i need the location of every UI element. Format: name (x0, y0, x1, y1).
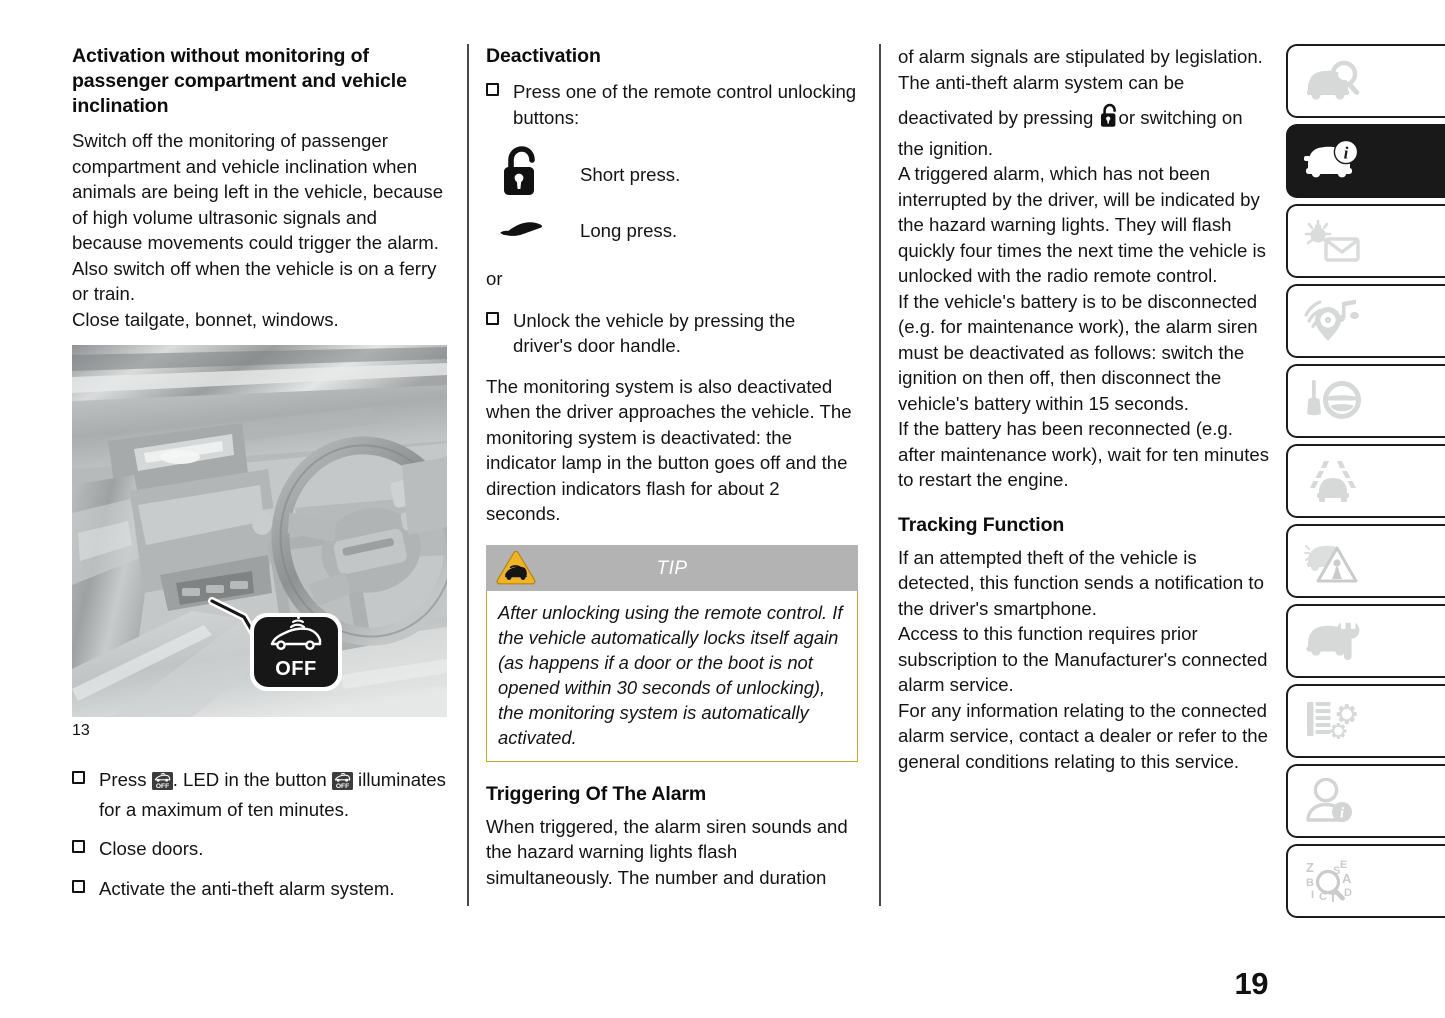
tab-maintenance[interactable] (1286, 604, 1445, 678)
page-number: 19 (1234, 966, 1268, 1001)
svg-text:D: D (1344, 887, 1352, 899)
right-paragraph-a: of alarm signals are stipulated by legislation. (898, 46, 1263, 67)
symbol-row-long-press (486, 208, 858, 264)
bullet-text: Unlock the vehicle by pressing the driver's door handle. (513, 309, 796, 356)
car-boot-icon (500, 216, 546, 249)
right-paragraph-b: The anti-theft alarm system can be (898, 71, 1185, 93)
tip-label: TIP (656, 557, 688, 579)
tab-media-navigation[interactable] (1286, 284, 1445, 358)
left-paragraph-2: Close tailgate, bonnet, windows. (72, 308, 339, 330)
car-maintenance-wrench-icon (1304, 615, 1364, 667)
middle-paragraph-2: When triggered, the alarm siren sounds and the hazard warning lights flash simultaneously. The number and duration (486, 815, 848, 888)
middle-column (486, 44, 858, 890)
svg-text:B: B (1306, 877, 1314, 889)
middle-bullet-1 (486, 79, 858, 130)
right-paragraph-f: If the battery has been reconnected (e.g. after maintenance work), wait for ten minutes to restart the engine. (898, 418, 1270, 490)
checkbox-bullet-icon (72, 880, 85, 893)
left-heading: Activation without monitoring of passenger compartment and vehicle inclination (72, 45, 407, 117)
svg-text:S: S (1333, 865, 1341, 877)
media-navigation-icon (1304, 295, 1364, 347)
lane-keeping-assist-icon (1304, 455, 1364, 507)
right-paragraph-d: A triggered alarm, which has not been interrupted by the driver, will be indicated by the hazard warning lights. They will flash quickly four times the next time the vehicle is unlocked with the radio remote control. (898, 163, 1266, 286)
tab-car-inspection[interactable] (1286, 44, 1445, 118)
car-alarm-off-icon (332, 771, 353, 797)
middle-heading: Deactivation (486, 45, 601, 67)
right-paragraph-c (898, 103, 1270, 161)
car-alarm-off-icon (152, 771, 173, 797)
left-paragraph-1: Switch off the monitoring of passenger compartment and vehicle inclination when animals are being left in the vehicle, because of high volume ultrasonic signals and because movements could trigger the alarm. Also switch off when the vehicle is on a ferry or train. (72, 130, 444, 304)
right-paragraph-h: Access to this function requires prior subscription to the Manufacturer's connected alarm service. (898, 623, 1268, 695)
tab-lights-and-messages[interactable] (1286, 204, 1445, 278)
column-divider-right (879, 44, 881, 906)
tab-breakdown[interactable] (1286, 524, 1445, 598)
bullet-text-a: Press (99, 769, 152, 790)
right-paragraph-g: If an attempted theft of the vehicle is detected, this function sends a notification to the driver's smartphone. (898, 546, 1264, 619)
middle-heading-2: Triggering Of The Alarm (486, 782, 707, 805)
tab-technical-specifications[interactable] (1286, 684, 1445, 758)
checkbox-bullet-icon (72, 840, 85, 853)
bullet-text: Activate the anti-theft alarm system. (99, 877, 395, 899)
bullet-text: Press one of the remote control unlocking buttons: (513, 81, 857, 128)
svg-text:i: i (1339, 805, 1345, 822)
left-bullet-1 (72, 767, 447, 822)
long-press-label: Long press. (580, 220, 678, 241)
right-column (898, 44, 1270, 774)
right-paragraph-e: If the vehicle's battery is to be disconnected (e.g. for maintenance work), the alarm siren must be deactivated as follows: switch the ignition on then off, then disconnect the vehicle's battery within 15 seconds. (898, 290, 1258, 414)
svg-text:Z: Z (1306, 860, 1314, 875)
left-bullet-2 (72, 836, 447, 862)
middle-paragraph-1: The monitoring system is also deactivated when the driver approaches the vehicle. The monitoring system is deactivated: the indicator lamp in the button goes off and the direction indicators flash for about 2 seconds. (486, 375, 852, 524)
svg-text:OFF: OFF (155, 783, 169, 790)
tip-header (486, 545, 858, 591)
svg-text:i: i (1343, 143, 1349, 163)
middle-bullet-2 (486, 308, 858, 359)
car-inspection-magnifier-icon (1304, 55, 1364, 107)
dashboard-figure (72, 345, 447, 717)
callout-badge (250, 613, 342, 691)
right-paragraph-c-before: deactivated by pressing (898, 107, 1099, 128)
lights-and-message-icon (1304, 215, 1364, 267)
user-information-icon (1304, 775, 1364, 827)
breakdown-warning-triangle-icon (1304, 535, 1364, 587)
left-bullet-3 (72, 876, 447, 902)
column-divider-left (467, 44, 469, 906)
bullet-text-c: illuminates for a maximum of ten minutes. (99, 769, 446, 820)
svg-text:T: T (1329, 890, 1337, 904)
bullet-text: Close doors. (99, 838, 204, 859)
checkbox-bullet-icon (486, 312, 499, 325)
checkbox-bullet-icon (486, 83, 499, 96)
tab-user-information[interactable] (1286, 764, 1445, 838)
tab-alphabetical-index[interactable] (1286, 844, 1445, 918)
checkbox-bullet-icon (72, 771, 85, 784)
svg-text:I: I (1311, 889, 1315, 901)
alphabetical-index-search-icon (1304, 855, 1364, 907)
gearshift-steering-wheel-icon (1304, 375, 1364, 427)
dashboard-illustration (72, 345, 447, 717)
svg-text:A: A (1342, 871, 1352, 886)
or-text: or (486, 268, 503, 289)
right-heading: Tracking Function (898, 513, 1065, 536)
right-paragraph-i: For any information relating to the connected alarm service, contact a dealer or refer to the general conditions relating to this service. (898, 699, 1268, 772)
short-press-label: Short press. (580, 164, 681, 185)
tab-driving-assistance[interactable] (1286, 444, 1445, 518)
figure-caption: 13 (72, 722, 90, 739)
tip-body: After unlocking using the remote control. If the vehicle automatically locks itself again (as happens if a door or the boot is not opened within 30 seconds of unlocking), the monitoring system is automatically activated. (486, 591, 858, 762)
car-information-icon (1304, 135, 1364, 187)
right-paragraph-c-after: or switching on the ignition. (898, 107, 1243, 159)
tab-driving-controls[interactable] (1286, 364, 1445, 438)
padlock-open-icon (500, 146, 542, 207)
left-column (72, 44, 447, 901)
svg-text:OFF: OFF (275, 658, 317, 680)
svg-text:OFF: OFF (335, 783, 349, 790)
svg-text:E: E (1340, 859, 1348, 871)
section-tab-bar (1286, 44, 1445, 924)
svg-text:C: C (1319, 891, 1327, 903)
tab-car-information[interactable] (1286, 124, 1445, 198)
settings-list-gears-icon (1304, 695, 1364, 747)
padlock-open-icon (1099, 103, 1119, 136)
symbol-row-short-press (486, 146, 858, 208)
bullet-text-b: . LED in the button (172, 769, 332, 790)
